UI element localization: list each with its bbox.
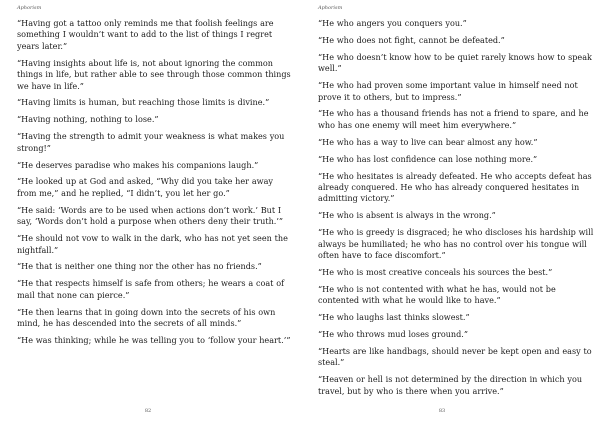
quote: “He who throws mud loses ground.” bbox=[318, 329, 469, 340]
quote: “Having insights about life is, not about ignoring the common things in life, but rather able to see through those common things we have in life.” bbox=[17, 57, 291, 91]
quote: “He was thinking; while he was telling you to ‘follow your heart.’” bbox=[17, 334, 291, 345]
quote: “He deserves paradise who makes his companions laugh.” bbox=[17, 159, 259, 170]
quote: “He who angers you conquers you.” bbox=[318, 18, 467, 28]
quote: “Having nothing, nothing to lose.” bbox=[17, 114, 159, 125]
quote: “He should not vow to walk in the dark, who has not yet seen the nightfall.” bbox=[17, 233, 288, 255]
running-head: Aphorism bbox=[318, 5, 343, 11]
quote: “He said: ‘Words are to be used when actions don’t work.’ But I say, ‘Words don’t hold a purpose when others deny their truth.’” bbox=[17, 204, 284, 227]
quote: “He who has a way to live can bear almost any how.” bbox=[318, 136, 538, 147]
quote: “He who is not contented with what he has, would not be contented with what he would like to have.” bbox=[318, 283, 556, 306]
quote: “Hearts are like handbags, should never be kept open and easy to steal.” bbox=[318, 345, 592, 368]
quote: “He who doesn’t know how to be quiet rarely knows how to speak well.” bbox=[318, 51, 592, 74]
quote: “Heaven or hell is not determined by the direction in which you travel, but by who is there when you arrive.” bbox=[318, 374, 583, 396]
quote: “He that respects himself is safe from others; he wears a coat of mail that none can pierce.” bbox=[17, 278, 285, 300]
quote: “He who has lost confidence can lose nothing more.” bbox=[318, 153, 538, 164]
quote-list bbox=[318, 18, 594, 397]
running-head: Aphorism bbox=[17, 5, 42, 11]
right-page bbox=[300, 0, 600, 424]
quote: “He then learns that in going down into the secrets of his own mind, he has descended into the secrets of all minds.” bbox=[17, 306, 276, 329]
quote: “He who has a thousand friends has not a friend to spare, and he who has one enemy will meet him everywhere.” bbox=[318, 108, 589, 130]
quote-list bbox=[17, 18, 292, 346]
quote: “Having got a tattoo only reminds me that foolish feelings are something I wouldn’t want to add to the list of things I regret years later.” bbox=[17, 18, 274, 51]
quote: “He who hesitates is already defeated. He who accepts defeat has already conquered. He who has already conquered hesitates in admitting victory.” bbox=[318, 170, 592, 204]
quote: “Having limits is human, but reaching those limits is divine.” bbox=[17, 97, 270, 108]
quote: “He who is absent is always in the wrong.” bbox=[318, 210, 496, 221]
quote: “He that is neither one thing nor the other has no friends.” bbox=[17, 261, 262, 272]
quote: “He who does not fight, cannot be defeated.” bbox=[318, 34, 505, 45]
page-number: 83 bbox=[438, 408, 446, 414]
quote: “Having the strength to admit your weakness is what makes you strong!” bbox=[17, 131, 285, 153]
quote: “He who laughs last thinks slowest.” bbox=[318, 312, 470, 323]
quote: “He who is greedy is disgraced; he who discloses his hardship will always be humiliated; he who has no control over his tongue will often have to face discomfort.” bbox=[318, 227, 594, 260]
page-number: 82 bbox=[144, 408, 152, 414]
quote: “He who had proven some important value in himself need not prove it to others, but to impress.” bbox=[318, 80, 578, 102]
quote: “He who is most creative conceals his sources the best.” bbox=[318, 266, 553, 277]
quote: “He looked up at God and asked, “Why did you take her away from me,” and he replied, “I didn’t, you let her go.” bbox=[17, 176, 273, 198]
